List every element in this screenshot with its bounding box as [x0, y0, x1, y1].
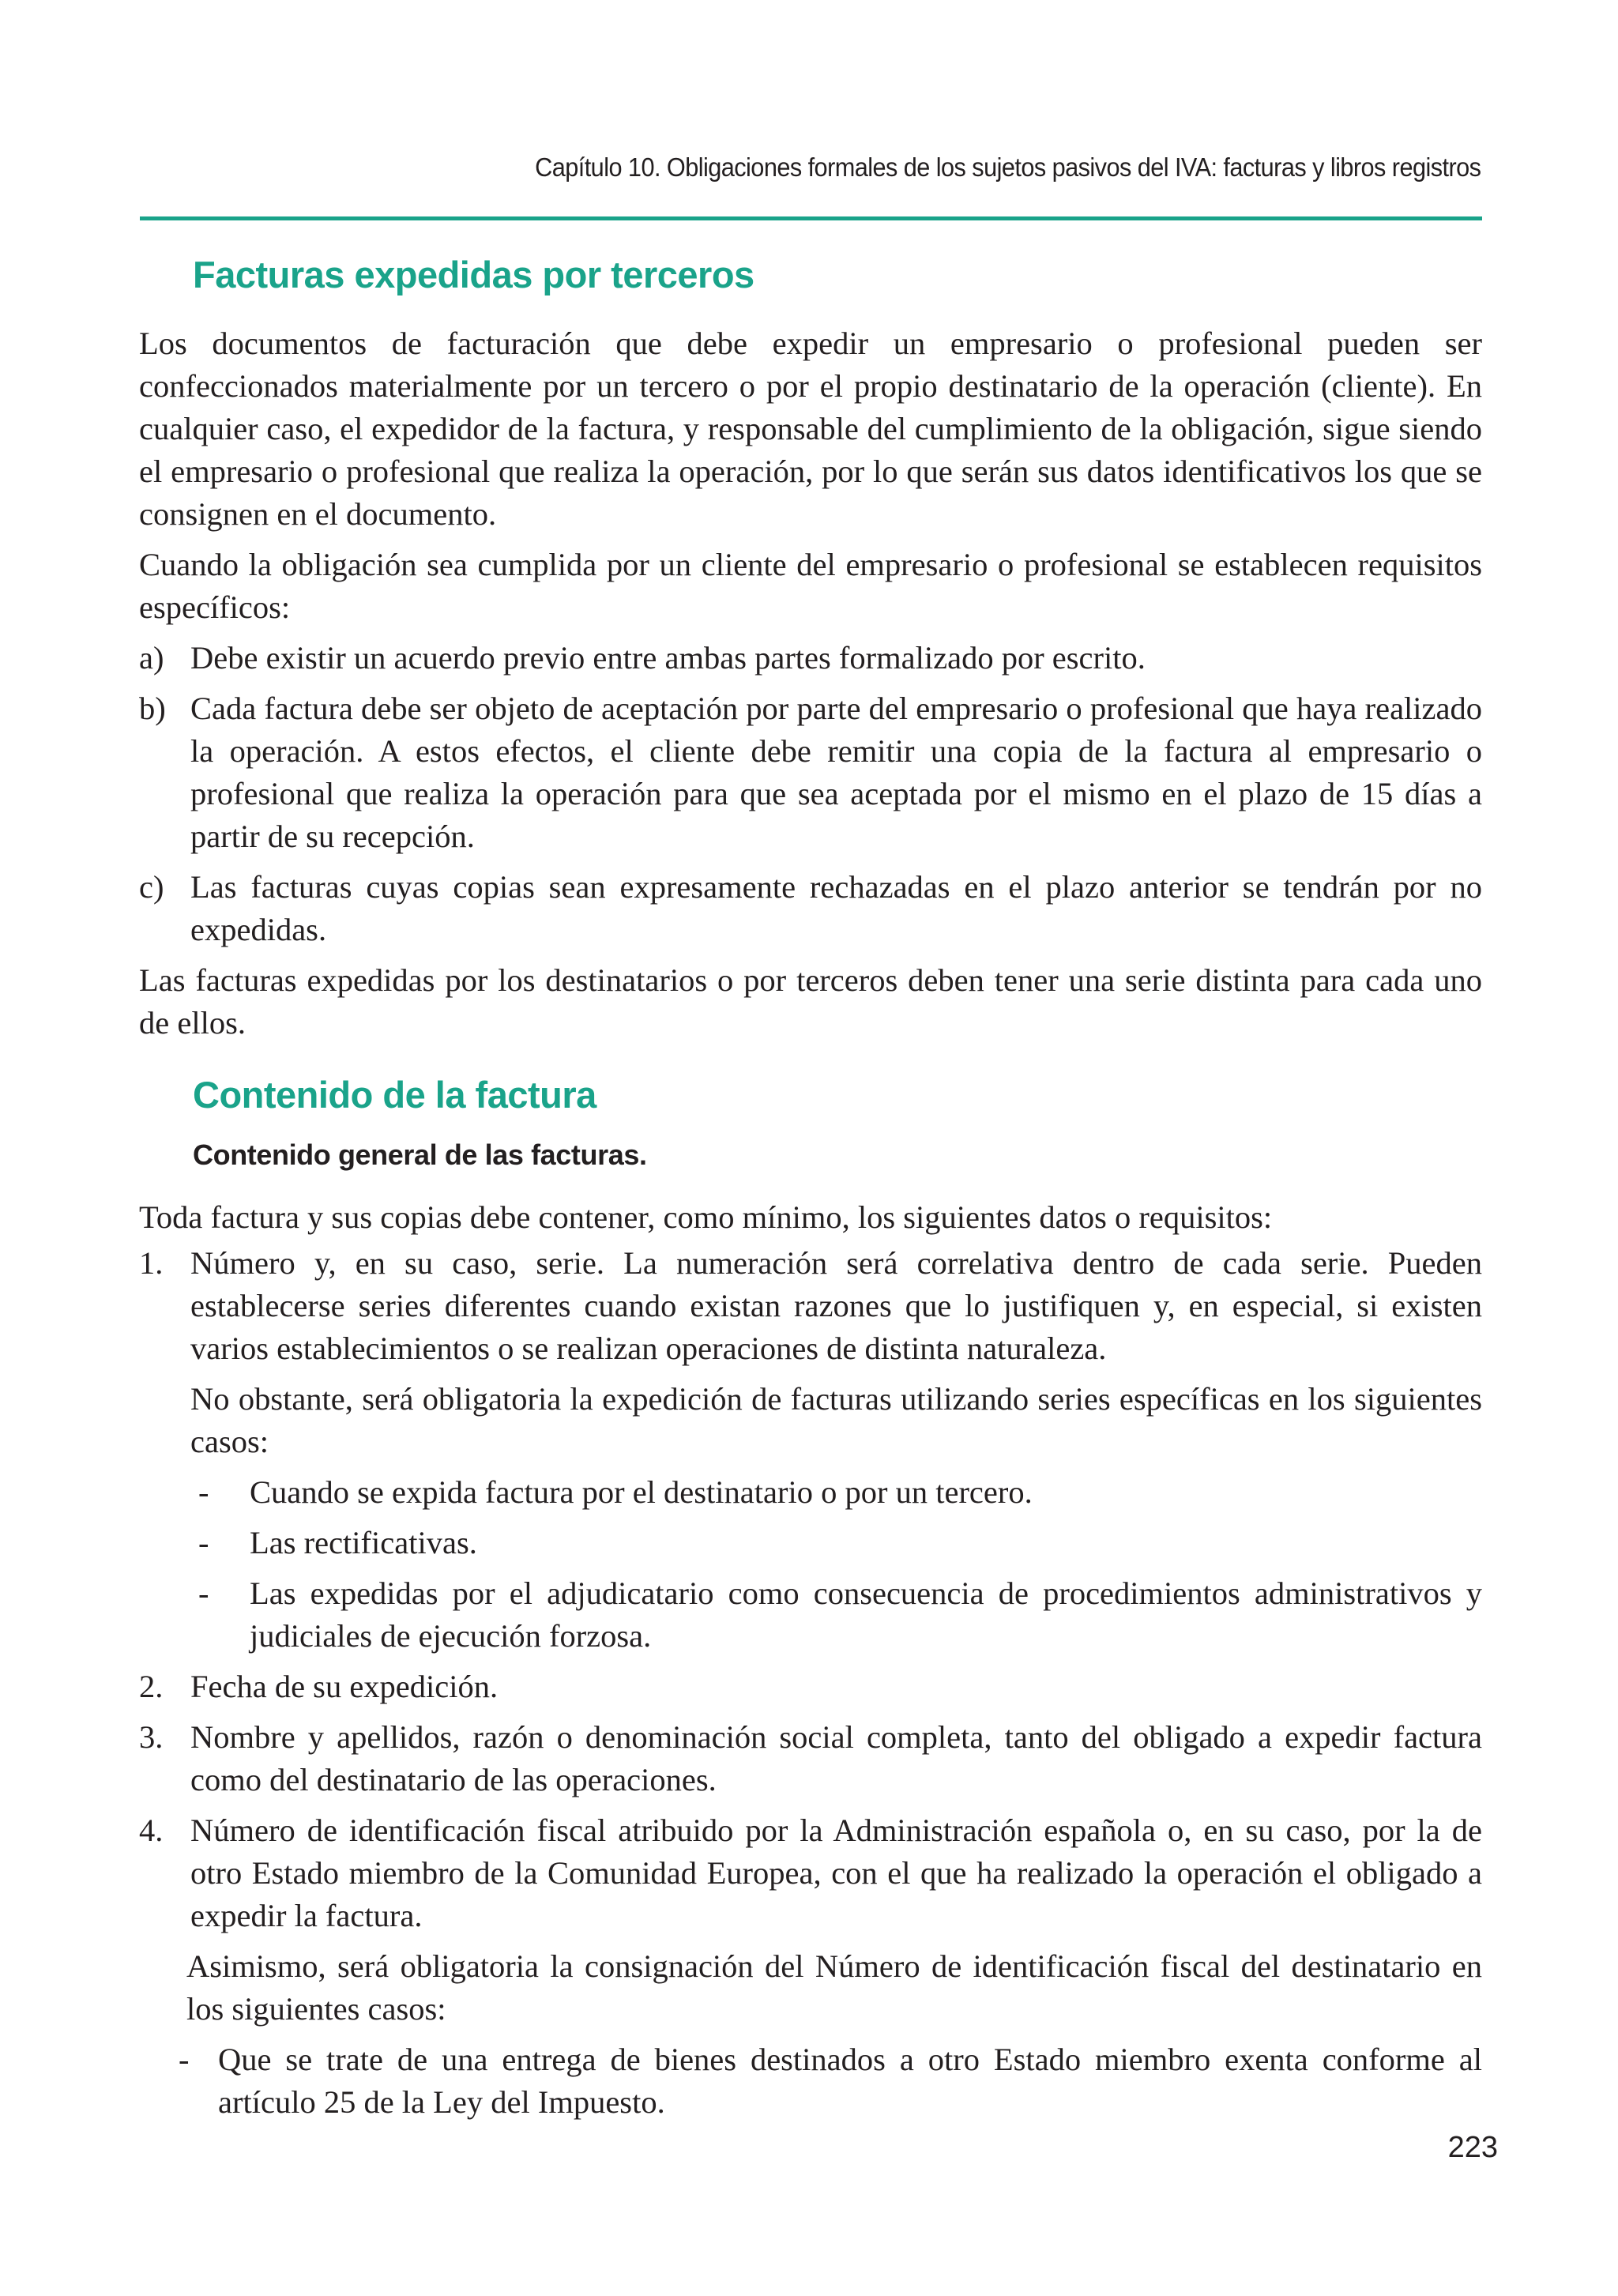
list-item-text: Nombre y apellidos, razón o denominación social completa, tanto del obligado a expedir factura como del destinatario de las operaciones. [190, 1719, 1482, 1797]
paragraph: Las facturas expedidas por los destinatarios o por terceros deben tener una serie distinta para cada uno de ellos. [139, 962, 1482, 1041]
dash-item [139, 1471, 1482, 1514]
subheading: Contenido general de las facturas. [193, 1139, 647, 1171]
list-marker: 1. [139, 1245, 164, 1281]
list-item-text: Las facturas cuyas copias sean expresamente rechazadas en el plazo anterior se tendrán por no expedidas. [190, 869, 1482, 947]
list-marker: a) [139, 640, 164, 676]
header-divider [140, 216, 1482, 220]
list-item-text: Que se trate de una entrega de bienes destinados a otro Estado miembro exenta conforme al artículo 25 de la Ley del Impuesto. [218, 2042, 1482, 2120]
dash-marker: - [179, 2042, 190, 2077]
dash-item [139, 1522, 1482, 1564]
list-marker: c) [139, 869, 164, 905]
section-heading-terceros: Facturas expedidas por terceros [193, 254, 754, 295]
list-marker: 3. [139, 1719, 164, 1755]
page-content [139, 251, 1482, 2124]
list-marker: 4. [139, 1812, 164, 1848]
paragraph: Toda factura y sus copias debe contener, como mínimo, los siguientes datos o requisitos: [139, 1199, 1273, 1235]
list-item-text: Las rectificativas. [250, 1525, 477, 1560]
list-item-text: Cada factura debe ser objeto de aceptación por parte del empresario o profesional que haya realizado la operación. A estos efectos, el cliente debe remitir una copia de la factura al empresario o profesional que realiza la operación para que sea aceptada por el mismo en el plazo de 15 días a partir de su recepción. [190, 691, 1482, 854]
numbered-item [139, 1716, 1482, 1801]
list-item [139, 687, 1482, 858]
list-marker: 2. [139, 1669, 164, 1704]
list-item-text: Número de identificación fiscal atribuido por la Administración española o, en su caso, por la de otro Estado miembro de la Comunidad Europea, con el que ha realizado la operación el obligado a expedir la factura. [190, 1812, 1482, 1933]
page-number: 223 [1447, 2131, 1498, 2164]
list-item-text: Número y, en su caso, serie. La numeración será correlativa dentro de cada serie. Pueden establecerse series diferentes cuando existan razones que lo justifiquen y, en especial, si existen varios establecimientos o se realizan operaciones de distinta naturaleza. [190, 1245, 1482, 1366]
list-item [139, 866, 1482, 951]
list-item [139, 637, 1482, 679]
list-item-text: Debe existir un acuerdo previo entre ambas partes formalizado por escrito. [190, 640, 1146, 676]
dash-marker: - [198, 1474, 209, 1510]
dash-marker: - [198, 1575, 209, 1611]
numbered-item [139, 1809, 1482, 1937]
numbered-item [139, 1666, 1482, 1708]
list-item-text: Fecha de su expedición. [190, 1669, 499, 1704]
dash-item [139, 2038, 1482, 2124]
dash-item [139, 1572, 1482, 1658]
paragraph: Cuando la obligación sea cumplida por un cliente del empresario o profesional se establecen requisitos específicos: [139, 547, 1482, 625]
numbered-item [139, 1242, 1482, 1370]
section-heading-contenido: Contenido de la factura [193, 1074, 596, 1116]
list-item-text: Cuando se expida factura por el destinatario o por un tercero. [250, 1474, 1033, 1510]
paragraph: No obstante, será obligatoria la expedición de facturas utilizando series específicas en los siguientes casos: [190, 1381, 1482, 1459]
dash-marker: - [198, 1525, 209, 1560]
paragraph: Asimismo, será obligatoria la consignación del Número de identificación fiscal del destinatario en los siguientes casos: [186, 1948, 1482, 2027]
paragraph: Los documentos de facturación que debe expedir un empresario o profesional pueden ser confeccionados materialmente por un tercero o por el propio destinatario de la operación (cliente). En cualquier caso, el expedidor de la factura, y responsable del cumplimiento de la obligación, sigue siendo el empresario o profesional que realiza la operación, por lo que serán sus datos identificativos los que se consignen en el documento. [139, 326, 1482, 532]
list-marker: b) [139, 691, 166, 726]
list-item-text: Las expedidas por el adjudicatario como consecuencia de procedimientos administrativos y judiciales de ejecución forzosa. [250, 1575, 1482, 1654]
running-header: Capítulo 10. Obligaciones formales de los sujetos pasivos del IVA: facturas y libros registros [534, 152, 1481, 182]
